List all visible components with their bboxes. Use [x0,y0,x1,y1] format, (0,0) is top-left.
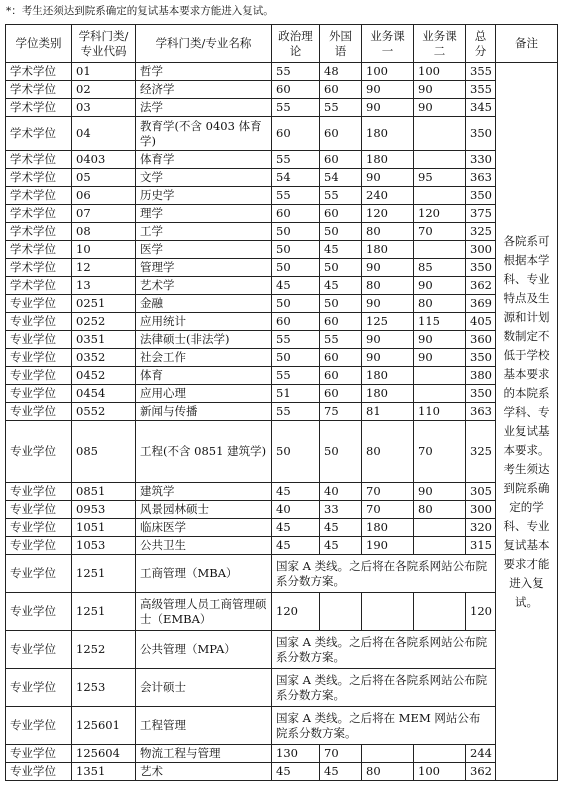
code-cell: 1252 [72,631,136,669]
code-cell: 1251 [72,555,136,593]
total-score-cell: 375 [466,205,496,223]
table-row [6,81,558,99]
total-score-cell: 405 [466,313,496,331]
total-score-cell: 355 [466,81,496,99]
major-name-cell: 法律硕士(非法学) [136,331,272,349]
total-score-cell: 330 [466,151,496,169]
course-1-score-cell: 180 [362,519,414,537]
course-1-score-cell: 90 [362,99,414,117]
major-name-cell: 应用统计 [136,313,272,331]
degree-type-cell: 专业学位 [6,537,72,555]
table-row [6,403,558,421]
major-name-cell: 文学 [136,169,272,187]
total-score-cell: 369 [466,295,496,313]
major-name-cell: 历史学 [136,187,272,205]
table-row [6,349,558,367]
total-score-cell: 363 [466,169,496,187]
degree-type-cell: 学术学位 [6,223,72,241]
politics-score-cell: 55 [272,403,320,421]
major-name-cell: 社会工作 [136,349,272,367]
table-row [6,169,558,187]
politics-score-cell: 55 [272,99,320,117]
foreign-language-score-cell: 50 [320,421,362,483]
major-name-cell: 管理学 [136,259,272,277]
code-cell: 0251 [72,295,136,313]
major-name-cell: 临床医学 [136,519,272,537]
degree-type-cell: 专业学位 [6,421,72,483]
table-row [6,501,558,519]
foreign-language-score-cell: 48 [320,63,362,81]
table-row [6,205,558,223]
code-cell: 1253 [72,669,136,707]
header-remark: 备注 [496,25,558,63]
table-row [6,99,558,117]
foreign-language-score-cell: 60 [320,81,362,99]
total-score-cell: 380 [466,367,496,385]
politics-score-cell: 50 [272,223,320,241]
foreign-language-score-cell: 33 [320,501,362,519]
politics-score-cell: 60 [272,81,320,99]
major-name-cell: 应用心理 [136,385,272,403]
foreign-language-score-cell: 75 [320,403,362,421]
degree-type-cell: 专业学位 [6,707,72,745]
total-score-cell: 350 [466,259,496,277]
header-degree-type: 学位类别 [6,25,72,63]
politics-score-cell: 50 [272,421,320,483]
score-table [5,24,558,781]
header-code: 学科门类/专业代码 [72,25,136,63]
politics-score-cell: 60 [272,117,320,151]
degree-type-cell: 专业学位 [6,295,72,313]
degree-type-cell: 专业学位 [6,331,72,349]
degree-type-cell: 学术学位 [6,99,72,117]
code-cell: 0252 [72,313,136,331]
code-cell: 13 [72,277,136,295]
total-score-cell: 315 [466,537,496,555]
code-cell: 1351 [72,763,136,781]
code-cell: 0454 [72,385,136,403]
header-course-2: 业务课二 [414,25,466,63]
course-1-score-cell: 80 [362,277,414,295]
table-row [6,187,558,205]
course-2-score-cell: 100 [414,63,466,81]
major-name-cell: 哲学 [136,63,272,81]
course-1-score-cell: 90 [362,81,414,99]
course-2-score-cell: 90 [414,99,466,117]
course-1-score-cell: 120 [362,205,414,223]
degree-type-cell: 专业学位 [6,367,72,385]
total-score-cell: 320 [466,519,496,537]
politics-score-cell: 54 [272,169,320,187]
degree-type-cell: 专业学位 [6,631,72,669]
politics-score-cell: 50 [272,259,320,277]
remark-cell: 各院系可根据本学科、专业特点及生源和计划数制定不低于学校基本要求的本院系学科、专业复试基本要求。考生须达到院系确定的学科、专业复试基本要求才能进入复试。 [496,63,558,781]
course-1-score-cell [362,593,414,631]
degree-type-cell: 学术学位 [6,81,72,99]
course-1-score-cell: 180 [362,241,414,259]
politics-score-cell: 60 [272,313,320,331]
table-row [6,483,558,501]
code-cell: 0552 [72,403,136,421]
foreign-language-score-cell: 40 [320,483,362,501]
course-2-score-cell: 90 [414,483,466,501]
total-score-cell: 305 [466,483,496,501]
course-1-score-cell: 90 [362,331,414,349]
code-cell: 05 [72,169,136,187]
course-2-score-cell: 90 [414,81,466,99]
foreign-language-score-cell: 45 [320,763,362,781]
total-score-cell: 355 [466,63,496,81]
course-2-score-cell: 90 [414,331,466,349]
degree-type-cell: 专业学位 [6,403,72,421]
foreign-language-score-cell: 50 [320,259,362,277]
foreign-language-score-cell: 45 [320,277,362,295]
politics-score-cell: 50 [272,349,320,367]
header-foreign-language: 外国语 [320,25,362,63]
course-1-score-cell: 90 [362,349,414,367]
code-cell: 0953 [72,501,136,519]
degree-type-cell: 专业学位 [6,313,72,331]
course-2-score-cell [414,187,466,205]
merged-score-cell: 国家 A 类线。之后将在各院系网站公布院系分数方案。 [272,631,496,669]
course-1-score-cell: 81 [362,403,414,421]
course-1-score-cell: 240 [362,187,414,205]
major-name-cell: 公共管理（MPA） [136,631,272,669]
course-1-score-cell: 80 [362,763,414,781]
course-2-score-cell: 120 [414,205,466,223]
politics-score-cell: 50 [272,295,320,313]
major-name-cell: 风景园林硕士 [136,501,272,519]
code-cell: 07 [72,205,136,223]
politics-score-cell: 50 [272,241,320,259]
politics-score-cell: 55 [272,63,320,81]
major-name-cell: 工学 [136,223,272,241]
major-name-cell: 体育学 [136,151,272,169]
code-cell: 1053 [72,537,136,555]
major-name-cell: 物流工程与管理 [136,745,272,763]
course-1-score-cell [362,745,414,763]
total-score-cell: 350 [466,187,496,205]
course-2-score-cell [414,367,466,385]
code-cell: 0403 [72,151,136,169]
degree-type-cell: 学术学位 [6,187,72,205]
table-row [6,385,558,403]
table-row [6,763,558,781]
degree-type-cell: 专业学位 [6,501,72,519]
degree-type-cell: 学术学位 [6,205,72,223]
total-score-cell: 350 [466,117,496,151]
degree-type-cell: 专业学位 [6,763,72,781]
total-score-cell: 325 [466,223,496,241]
major-name-cell: 会计硕士 [136,669,272,707]
code-cell: 125604 [72,745,136,763]
table-row [6,277,558,295]
course-2-score-cell: 95 [414,169,466,187]
table-row [6,313,558,331]
foreign-language-score-cell [320,593,362,631]
total-score-cell: 362 [466,763,496,781]
header-row [6,25,558,63]
code-cell: 10 [72,241,136,259]
total-score-cell: 363 [466,403,496,421]
footnote: *：考生还须达到院系确定的复试基本要求方能进入复试。 [6,5,274,17]
course-2-score-cell: 85 [414,259,466,277]
course-2-score-cell: 80 [414,295,466,313]
major-name-cell: 教育学(不含 0403 体育学) [136,117,272,151]
total-score-cell: 350 [466,385,496,403]
table-row [6,537,558,555]
degree-type-cell: 专业学位 [6,349,72,367]
total-score-cell: 325 [466,421,496,483]
degree-type-cell: 学术学位 [6,241,72,259]
major-name-cell: 建筑学 [136,483,272,501]
foreign-language-score-cell: 54 [320,169,362,187]
politics-score-cell: 40 [272,501,320,519]
major-name-cell: 法学 [136,99,272,117]
course-1-score-cell: 70 [362,501,414,519]
politics-score-cell: 55 [272,151,320,169]
foreign-language-score-cell: 60 [320,151,362,169]
course-1-score-cell: 90 [362,295,414,313]
code-cell: 1051 [72,519,136,537]
course-2-score-cell: 90 [414,349,466,367]
degree-type-cell: 学术学位 [6,117,72,151]
course-1-score-cell: 80 [362,223,414,241]
code-cell: 06 [72,187,136,205]
code-cell: 0452 [72,367,136,385]
code-cell: 125601 [72,707,136,745]
header-politics: 政治理论 [272,25,320,63]
course-2-score-cell: 70 [414,421,466,483]
table-row [6,63,558,81]
total-score-cell: 345 [466,99,496,117]
course-1-score-cell: 180 [362,385,414,403]
code-cell: 01 [72,63,136,81]
foreign-language-score-cell: 60 [320,117,362,151]
major-name-cell: 金融 [136,295,272,313]
degree-type-cell: 学术学位 [6,63,72,81]
total-score-cell: 362 [466,277,496,295]
table-row [6,707,558,745]
politics-score-cell: 55 [272,331,320,349]
foreign-language-score-cell: 60 [320,205,362,223]
course-1-score-cell: 90 [362,259,414,277]
degree-type-cell: 学术学位 [6,259,72,277]
merged-score-cell: 国家 A 类线。之后将在 MEM 网站公布院系分数方案。 [272,707,496,745]
degree-type-cell: 专业学位 [6,385,72,403]
politics-score-cell: 55 [272,187,320,205]
total-score-cell: 350 [466,349,496,367]
code-cell: 12 [72,259,136,277]
course-1-score-cell: 190 [362,537,414,555]
course-2-score-cell [414,117,466,151]
degree-type-cell: 专业学位 [6,519,72,537]
degree-type-cell: 专业学位 [6,483,72,501]
course-2-score-cell: 80 [414,501,466,519]
code-cell: 03 [72,99,136,117]
course-1-score-cell: 70 [362,483,414,501]
major-name-cell: 工商管理（MBA） [136,555,272,593]
code-cell: 0851 [72,483,136,501]
course-2-score-cell: 90 [414,277,466,295]
foreign-language-score-cell: 55 [320,99,362,117]
major-name-cell: 新闻与传播 [136,403,272,421]
table-row [6,259,558,277]
total-score-cell: 120 [466,593,496,631]
code-cell: 04 [72,117,136,151]
foreign-language-score-cell: 55 [320,331,362,349]
major-name-cell: 医学 [136,241,272,259]
politics-score-cell: 60 [272,205,320,223]
course-2-score-cell: 115 [414,313,466,331]
foreign-language-score-cell: 60 [320,349,362,367]
politics-score-cell: 45 [272,277,320,295]
course-1-score-cell: 180 [362,151,414,169]
major-name-cell: 艺术学 [136,277,272,295]
politics-score-cell: 45 [272,537,320,555]
politics-score-cell: 45 [272,483,320,501]
foreign-language-score-cell: 60 [320,313,362,331]
course-2-score-cell [414,519,466,537]
table-row [6,151,558,169]
total-score-cell: 300 [466,241,496,259]
major-name-cell: 理学 [136,205,272,223]
politics-score-cell: 45 [272,763,320,781]
header-course-1: 业务课一 [362,25,414,63]
course-1-score-cell: 125 [362,313,414,331]
course-2-score-cell [414,593,466,631]
table-row [6,223,558,241]
table-row [6,241,558,259]
table-row [6,519,558,537]
merged-score-cell: 国家 A 类线。之后将在各院系网站公布院系分数方案。 [272,555,496,593]
code-cell: 0351 [72,331,136,349]
table-row [6,421,558,483]
major-name-cell: 体育 [136,367,272,385]
course-1-score-cell: 180 [362,367,414,385]
course-2-score-cell [414,745,466,763]
foreign-language-score-cell: 50 [320,295,362,313]
total-score-cell: 360 [466,331,496,349]
table-row [6,593,558,631]
table-row [6,631,558,669]
major-name-cell: 高级管理人员工商管理硕士（EMBA） [136,593,272,631]
merged-score-cell: 国家 A 类线。之后将在各院系网站公布院系分数方案。 [272,669,496,707]
course-2-score-cell [414,241,466,259]
total-score-cell: 300 [466,501,496,519]
foreign-language-score-cell: 60 [320,367,362,385]
foreign-language-score-cell: 45 [320,241,362,259]
major-name-cell: 经济学 [136,81,272,99]
major-name-cell: 工程管理 [136,707,272,745]
code-cell: 08 [72,223,136,241]
politics-score-cell: 51 [272,385,320,403]
code-cell: 02 [72,81,136,99]
course-2-score-cell [414,537,466,555]
course-1-score-cell: 90 [362,169,414,187]
politics-score-cell: 45 [272,519,320,537]
major-name-cell: 工程(不含 0851 建筑学) [136,421,272,483]
code-cell: 1251 [72,593,136,631]
politics-score-cell: 130 [272,745,320,763]
degree-type-cell: 学术学位 [6,151,72,169]
course-1-score-cell: 180 [362,117,414,151]
foreign-language-score-cell: 45 [320,537,362,555]
degree-type-cell: 学术学位 [6,277,72,295]
foreign-language-score-cell: 45 [320,519,362,537]
degree-type-cell: 专业学位 [6,745,72,763]
total-score-cell: 244 [466,745,496,763]
foreign-language-score-cell: 70 [320,745,362,763]
header-major-name: 学科门类/专业名称 [136,25,272,63]
course-2-score-cell: 70 [414,223,466,241]
degree-type-cell: 专业学位 [6,669,72,707]
table-row [6,295,558,313]
code-cell: 085 [72,421,136,483]
course-1-score-cell: 80 [362,421,414,483]
foreign-language-score-cell: 50 [320,223,362,241]
table-row [6,367,558,385]
degree-type-cell: 学术学位 [6,169,72,187]
header-total: 总分 [466,25,496,63]
politics-score-cell: 120 [272,593,320,631]
code-cell: 0352 [72,349,136,367]
foreign-language-score-cell: 60 [320,385,362,403]
major-name-cell: 公共卫生 [136,537,272,555]
major-name-cell: 艺术 [136,763,272,781]
course-2-score-cell [414,151,466,169]
foreign-language-score-cell: 55 [320,187,362,205]
degree-type-cell: 专业学位 [6,593,72,631]
politics-score-cell: 55 [272,367,320,385]
course-2-score-cell: 100 [414,763,466,781]
course-2-score-cell [414,385,466,403]
table-row [6,669,558,707]
degree-type-cell: 专业学位 [6,555,72,593]
course-2-score-cell: 110 [414,403,466,421]
table-row [6,331,558,349]
table-row [6,745,558,763]
course-1-score-cell: 100 [362,63,414,81]
table-row [6,555,558,593]
table-row [6,117,558,151]
